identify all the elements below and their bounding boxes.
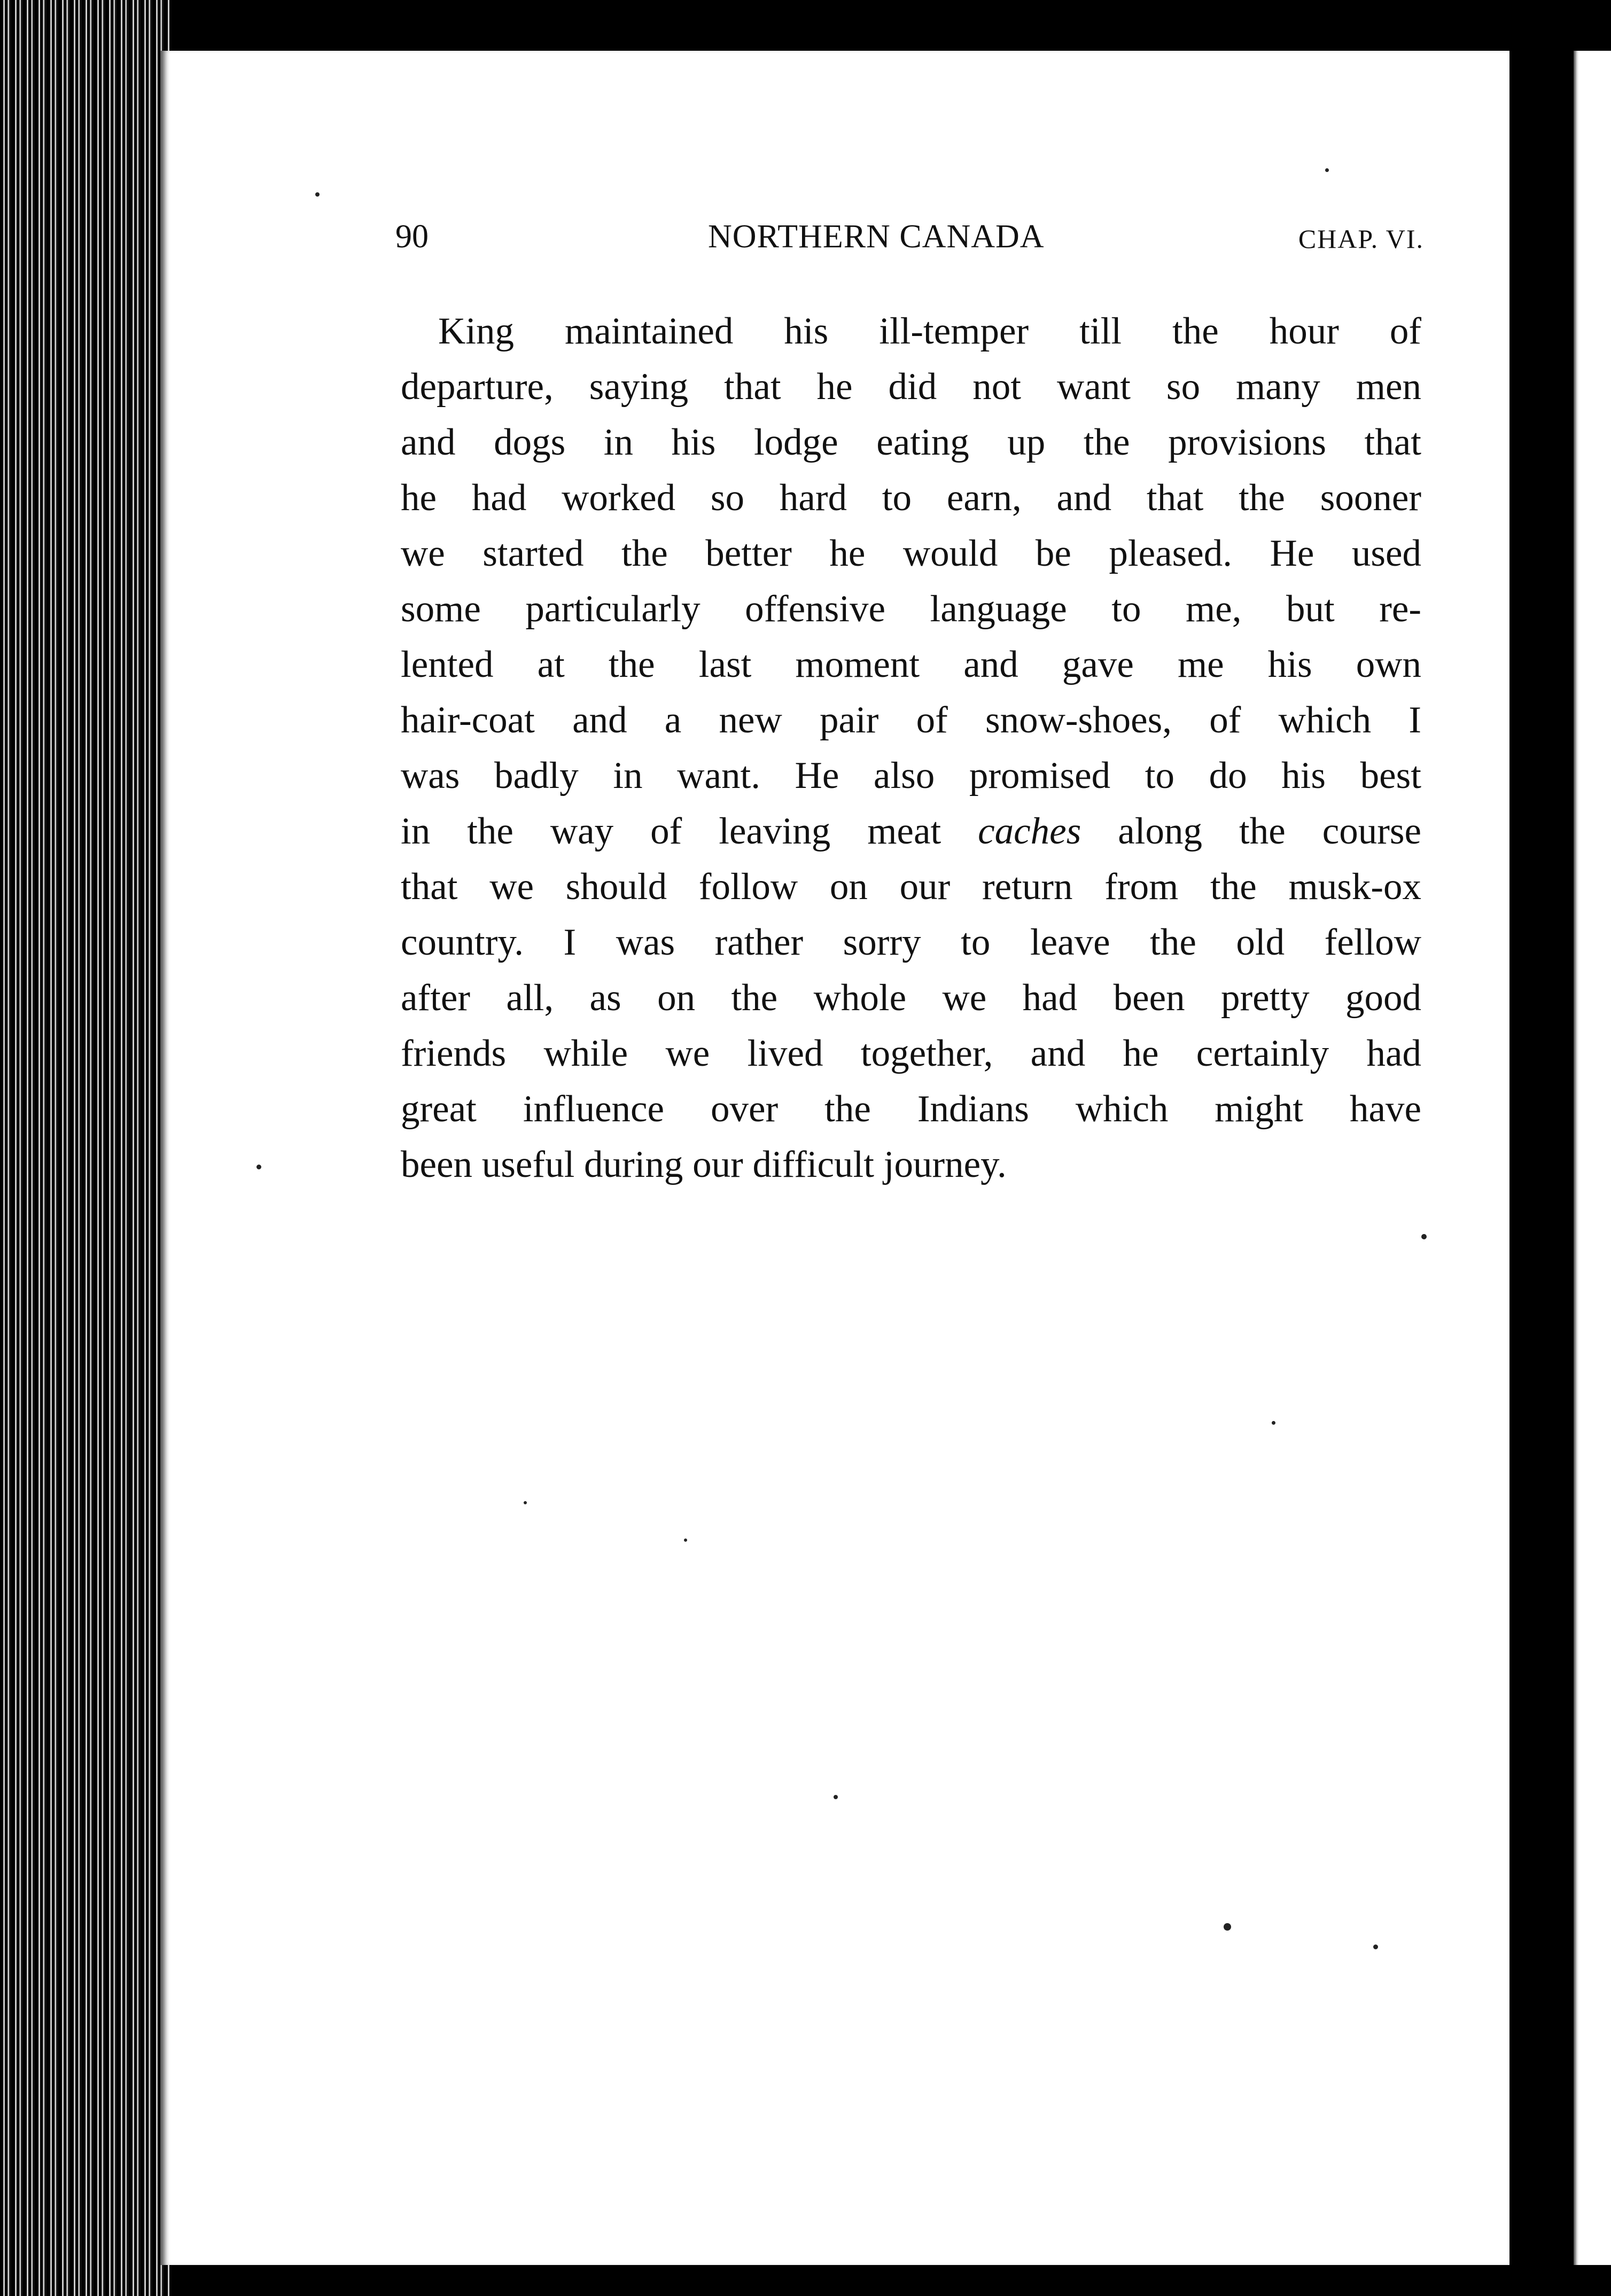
scan-speck	[256, 1165, 261, 1169]
text-line: friends while we lived together, and he certainly had	[401, 1033, 1421, 1074]
text-line: and dogs in his lodge eating up the provisions that	[401, 421, 1421, 463]
text-fragment: along the course	[1081, 810, 1422, 852]
scan-speck	[1224, 1923, 1231, 1931]
book-spine	[0, 0, 171, 2296]
text-line: country. I was rather sorry to leave the old fellow	[401, 921, 1421, 963]
italic-word: caches	[978, 810, 1081, 852]
scan-speck	[1272, 1421, 1275, 1425]
scan-speck	[1373, 1944, 1378, 1949]
text-line: he had worked so hard to earn, and that the sooner	[401, 477, 1421, 519]
body-text	[401, 303, 1421, 1192]
scan-speck	[315, 192, 320, 197]
scan-speck	[684, 1539, 687, 1542]
scan-speck	[524, 1501, 527, 1504]
text-line: some particularly offensive language to me, but re-	[401, 588, 1421, 630]
next-page-edge	[1574, 51, 1611, 2265]
text-line: King maintained his ill-temper till the hour of	[438, 310, 1421, 352]
chapter-label: CHAP. VI.	[1298, 224, 1424, 254]
text-fragment: in the way of leaving meat	[401, 810, 978, 852]
page-number: 90	[395, 218, 429, 255]
text-line: departure, saying that he did not want so many men	[401, 366, 1421, 408]
text-line: lented at the last moment and gave me his own	[401, 644, 1421, 685]
text-line: after all, as on the whole we had been pretty good	[401, 977, 1421, 1019]
text-line: great influence over the Indians which might have	[401, 1088, 1421, 1130]
scan-speck	[834, 1795, 838, 1799]
text-line: we started the better he would be pleased. He used	[401, 533, 1421, 574]
text-line: was badly in want. He also promised to do his best	[401, 755, 1421, 796]
book-title: NORTHERN CANADA	[708, 218, 1045, 255]
scan-speck	[1325, 168, 1329, 172]
scan-speck	[1421, 1234, 1427, 1239]
running-head	[395, 218, 1424, 261]
text-line	[401, 803, 1421, 859]
text-line: hair-coat and a new pair of snow-shoes, of which I	[401, 699, 1421, 741]
text-line: that we should follow on our return from the musk-ox	[401, 866, 1421, 908]
right-gutter	[1509, 51, 1574, 2265]
text-line: been useful during our difficult journey.	[401, 1144, 1007, 1185]
